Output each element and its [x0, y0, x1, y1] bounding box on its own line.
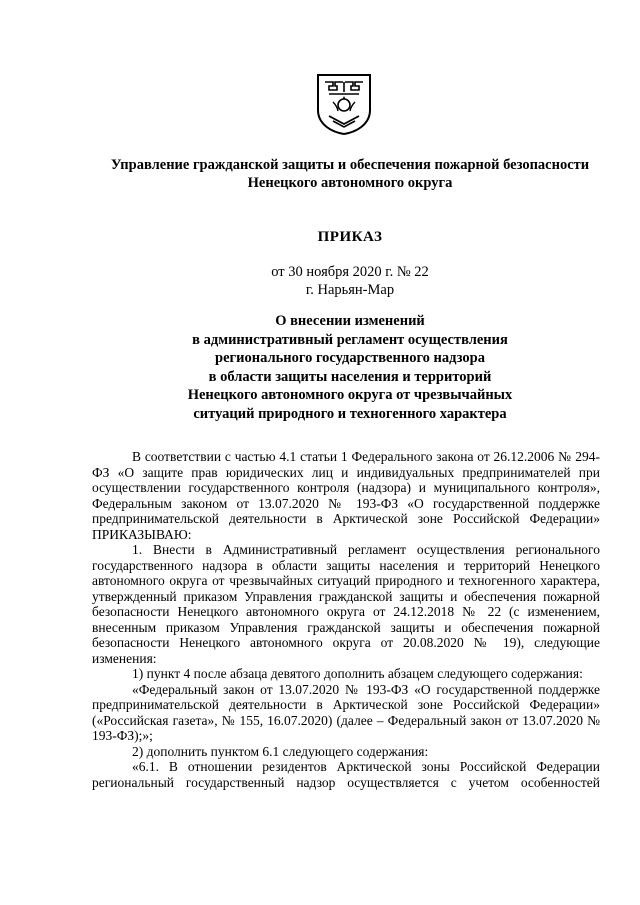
document-type: ПРИКАЗ — [317, 229, 383, 245]
subject-line-4: в области защиты населения и территорий — [208, 368, 492, 385]
subject-line-3: регионального государственного надзора — [215, 350, 485, 366]
org-line-2: Ненецкого автономного округа — [247, 175, 453, 191]
order-meta — [60, 263, 640, 299]
body-paragraph-item-1: 1. Внести в Административный регламент осуществления регионального государственного надзора в области защиты населения и территорий Ненецкого автономного округа от чрезвычайных ситуаций природного и техногенного характера, утвержденный приказом Управления гражданской защиты и обеспечения пожарной безопасности Ненецкого автономного округа от 24.12.2018 № 22 (с изменением, внесенным приказом Управления гражданской защиты и обеспечения пожарной безопасности Ненецкого автономного округа от 20.08.2020 № 19), следующие изменения: — [92, 542, 600, 666]
subject-line-1: О внесении изменений — [275, 313, 425, 329]
subject-line-5: Ненецкого автономного округа от чрезвычайных — [187, 387, 513, 403]
organization-name — [60, 156, 640, 192]
order-body — [92, 449, 600, 790]
subject-line-2: в административный регламент осуществления — [192, 331, 508, 348]
order-subject — [60, 312, 640, 423]
order-date-number: от 30 ноября 2020 г. № 22 — [271, 264, 429, 280]
order-city: г. Нарьян-Мар — [305, 282, 395, 298]
org-line-1: Управление гражданской защиты и обеспечения пожарной безопасности — [110, 157, 590, 173]
body-paragraph-subitem-1: 1) пункт 4 после абзаца девятого дополнить абзацем следующего содержания: — [132, 666, 583, 681]
body-paragraph-quote-1: «Федеральный закон от 13.07.2020 № 193-ФЗ «О государственной поддержке предпринимательской деятельности в Арктической зоне Российской Федерации» («Российская газета», № 155, 16.07.2020) (далее – Федеральный закон от 13.07.2020 № 193-ФЗ);»; — [92, 681, 600, 743]
body-paragraph-preamble: В соответствии с частью 4.1 статьи 1 Федерального закона от 26.12.2006 № 294-ФЗ «О защите прав юридических лиц и индивидуальных предпринимателей при осуществлении государственного контроля (надзора) и муниципального контроля», Федеральным законом от 13.07.2020 № 193-ФЗ «О государственной поддержке предпринимательской деятельности в Арктической зоне Российской Федерации» ПРИКАЗЫВАЮ: — [92, 449, 600, 542]
subject-line-6: ситуаций природного и техногенного характера — [193, 405, 507, 422]
coat-of-arms-icon — [315, 72, 373, 136]
body-paragraph-subitem-2: 2) дополнить пунктом 6.1 следующего содержания: — [132, 743, 429, 759]
body-paragraph-quote-2: «6.1. В отношении резидентов Арктической зоны Российской Федерации региональный государственный надзор осуществляется с учетом особенностей — [92, 759, 600, 790]
